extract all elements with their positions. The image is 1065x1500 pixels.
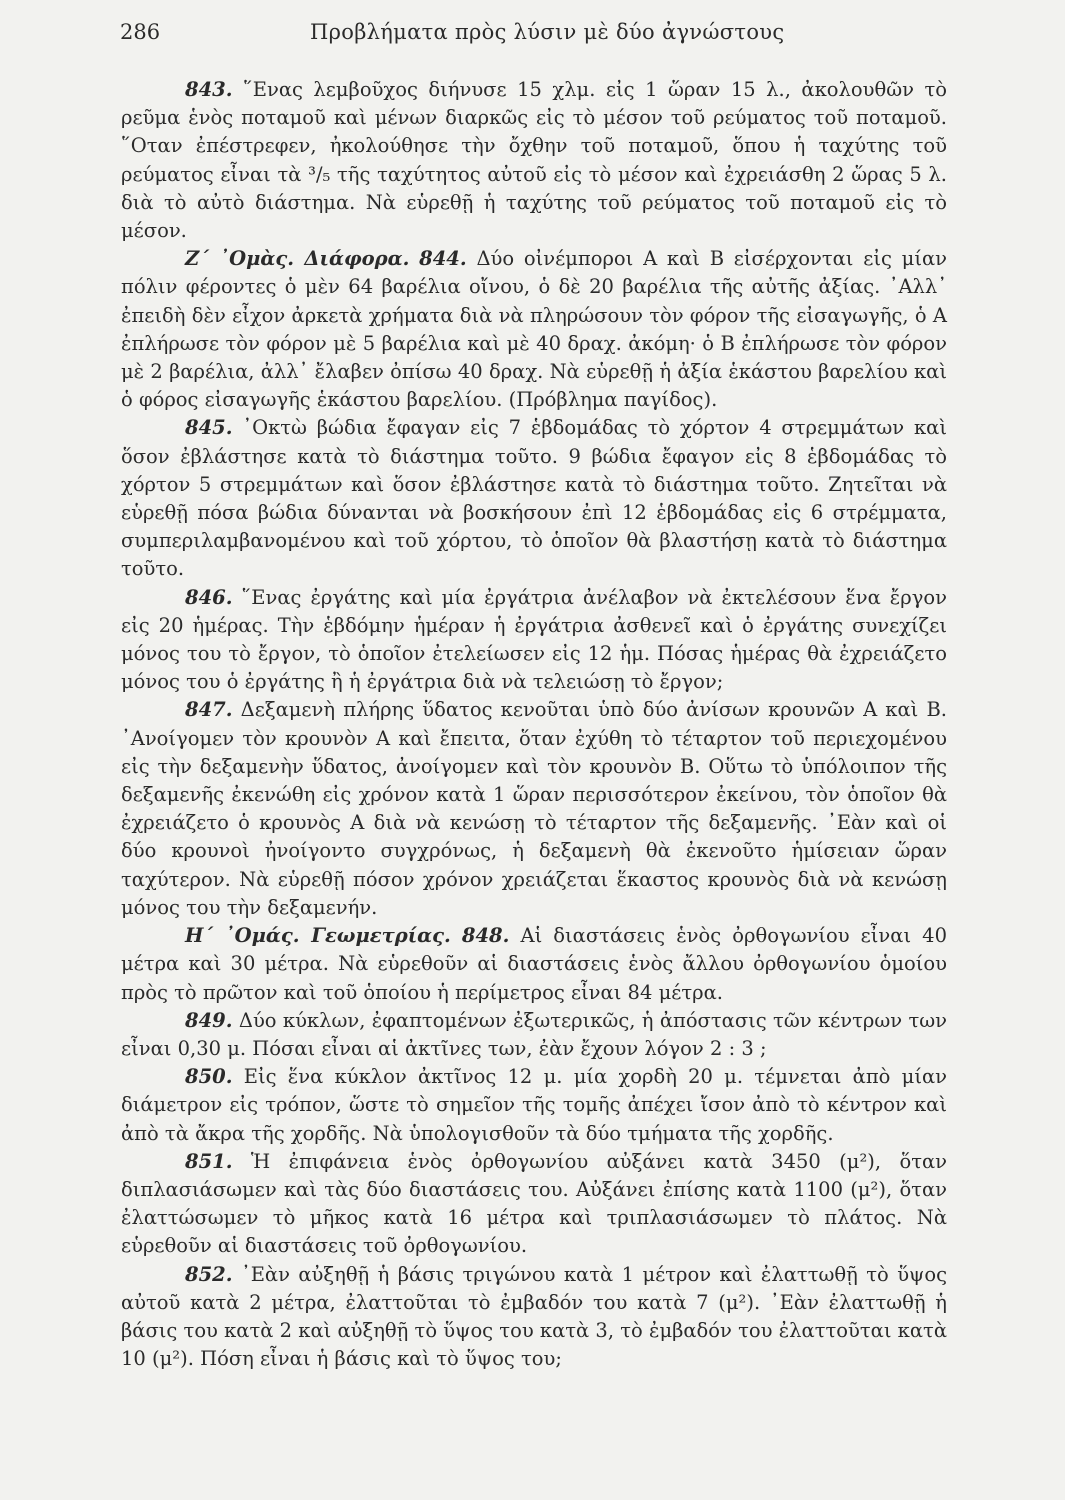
problem-number: 845.: [185, 416, 233, 440]
problem-number: 843.: [185, 78, 233, 101]
problem-number: 846.: [185, 585, 233, 609]
problem-text: Δύο κύκλων, ἐφαπτομένων ἐξωτερικῶς, ἡ ἀπόστασις τῶν κέντρων των εἶναι 0,30 μ. Πόσαι εἶναι αἱ ἀκτῖνες των, ἐὰν ἔχουν λόγον 2 : 3 ;: [121, 1008, 947, 1060]
problem-text: Δεξαμενὴ πλήρης ὕδατος κενοῦται ὑπὸ δύο ἀνίσων κρουνῶν Α καὶ Β. ᾿Ανοίγομεν τὸν κρουνὸν Α καὶ ἔπειτα, ὅταν ἐχύθη τὸ τέταρτον τοῦ περιεχομένου εἰς τὴν δεξαμενὴν ὕδατος, ἀνοίγομεν καὶ τὸν κρουνὸν Β. Οὕτω τὸ ὑπόλοιπον τῆς δεξαμενῆς ἐκενώθη εἰς χρόνον κατὰ 1 ὥραν περισσότερον ἐκείνου, τὸν ὁποῖον θὰ ἐχρειάζετο ὁ κρουνὸς Α διὰ νὰ κενώσῃ τὸ τέταρτον τῆς δεξαμενῆς. ᾿Εὰν καὶ οἱ δύο κρουνοὶ ἠνοίγοντο συγχρόνως, ἡ δεξαμενὴ θὰ ἐκενοῦτο ἡμίσειαν ὥραν ταχύτερον. Νὰ εὑρεθῇ πόσον χρόνον χρειάζεται ἕκαστος κρουνὸς διὰ νὰ κενώσῃ μόνος του τὴν δεξαμενήν.: [121, 698, 947, 919]
problem-845: [121, 414, 947, 583]
problem-text: Εἰς ἕνα κύκλον ἀκτῖνος 12 μ. μία χορδὴ 20 μ. τέμνεται ἀπὸ μίαν διάμετρον εἰς τρόπον, ὥστε τὸ σημεῖον τῆς τομῆς ἀπέχει ἴσον ἀπὸ τὸ κέντρον καὶ ἀπὸ τὰ ἄκρα τῆς χορδῆς. Νὰ ὑπολογισθοῦν τὰ δύο τμήματα τῆς χορδῆς.: [121, 1065, 947, 1145]
page-header: [120, 20, 950, 54]
section-heading: Ζ΄ ᾿Ομὰς. Διάφορα.: [185, 247, 410, 271]
problem-844: [121, 245, 947, 414]
problem-text: Δύο οἰνέμποροι Α καὶ Β εἰσέρχονται εἰς μίαν πόλιν φέροντες ὁ μὲν 64 βαρέλια οἴνου, ὁ δὲ 20 βαρέλια τῆς αὐτῆς ἀξίας. ᾿Αλλ᾿ ἐπειδὴ δὲν εἶχον ἀρκετὰ χρήματα διὰ νὰ πληρώσουν τὸν φόρον τῆς εἰσαγωγῆς, ὁ Α ἐπλήρωσε τὸν φόρον μὲ 5 βαρέλια καὶ μὲ 40 δραχ. ἀκόμη· ὁ Β ἐπλήρωσε τὸν φόρον μὲ 2 βαρέλια, ἀλλ᾿ ἔλαβεν ὀπίσω 40 δραχ. Νὰ εὑρεθῇ ἡ ἀξία ἑκάστου βαρελίου καὶ ὁ φόρος εἰσαγωγῆς ἑκάστου βαρελίου. (Πρόβλημα παγίδος).: [121, 247, 947, 412]
problem-850: [121, 1063, 947, 1148]
problem-852: [121, 1261, 947, 1374]
problem-text: Ἡ ἐπιφάνεια ἑνὸς ὀρθογωνίου αὐξάνει κατὰ 3450 (μ²), ὅταν διπλασιάσωμεν καὶ τὰς δύο διαστάσεις του. Αὐξάνει ἐπίσης κατὰ 1100 (μ²), ὅταν ἐλαττώσωμεν τὸ μῆκος κατὰ 16 μέτρα καὶ τριπλασιάσωμεν τὸ πλάτος. Νὰ εὑρεθοῦν αἱ διαστάσεις τοῦ ὀρθογωνίου.: [121, 1149, 947, 1258]
problem-848: [121, 922, 947, 1007]
problem-number: 849.: [185, 1008, 233, 1032]
problem-846: [121, 584, 947, 697]
problem-number: 852.: [185, 1262, 233, 1286]
problem-851: [121, 1148, 947, 1261]
problem-number: 844.: [419, 247, 467, 271]
problem-number: 850.: [185, 1065, 233, 1089]
running-title: Προβλήματα πρὸς λύσιν μὲ δύο ἀγνώστους: [310, 20, 785, 44]
problem-number: 851.: [185, 1149, 233, 1173]
problem-843: [121, 76, 947, 245]
problem-847: [121, 696, 947, 922]
problem-number: 847.: [185, 698, 233, 722]
problem-text: ῞Ενας λεμβοῦχος διήνυσε 15 χλμ. εἰς 1 ὥραν 15 λ., ἀκολουθῶν τὸ ρεῦμα ἑνὸς ποταμοῦ καὶ μένων διαρκῶς εἰς τὸ μέσον τοῦ ρεύματος τοῦ ποταμοῦ. ῞Οταν ἐπέστρεφεν, ἠκολούθησε τὴν ὄχθην τοῦ ποταμοῦ, ὅπου ἡ ταχύτης τοῦ ρεύματος εἶναι τὰ ³/₅ τῆς ταχύτητος αὐτοῦ εἰς τὸ μέσον καὶ ἐχρειάσθη 2 ὥρας 5 λ. διὰ τὸ αὐτὸ διάστημα. Νὰ εὑρεθῇ ἡ ταχύτης τοῦ ρεύματος τοῦ ποταμοῦ εἰς τὸ μέσον.: [121, 78, 947, 243]
problem-text: Αἱ διαστάσεις ἑνὸς ὀρθογωνίου εἶναι 40 μέτρα καὶ 30 μέτρα. Νὰ εὑρεθοῦν αἱ διαστάσεις ἑνὸς ἄλλου ὀρθογωνίου ὁμοίου πρὸς τὸ πρῶτον καὶ τοῦ ὁποίου ἡ περίμετρος εἶναι 84 μέτρα.: [121, 924, 947, 1004]
problem-849: [121, 1007, 947, 1063]
problem-text: ᾿Εὰν αὐξηθῇ ἡ βάσις τριγώνου κατὰ 1 μέτρον καὶ ἐλαττωθῇ τὸ ὕψος αὐτοῦ κατὰ 2 μέτρα, ἐλαττοῦται τὸ ἐμβαδόν του κατὰ 7 (μ²). ᾿Εὰν ἐλαττωθῇ ἡ βάσις του κατὰ 2 καὶ αὐξηθῇ τὸ ὕψος του κατὰ 3, τὸ ἐμβαδόν του ἐλαττοῦται κατὰ 10 (μ²). Πόση εἶναι ἡ βάσις καὶ τὸ ὕψος του;: [121, 1262, 948, 1371]
page-number: 286: [120, 20, 161, 44]
problem-text: ῞Ενας ἐργάτης καὶ μία ἐργάτρια ἀνέλαβον νὰ ἐκτελέσουν ἕνα ἔργον εἰς 20 ἡμέρας. Τὴν ἑβδόμην ἡμέραν ἡ ἐργάτρια ἀσθενεῖ καὶ ὁ ἐργάτης συνεχίζει μόνος του τὸ ἔργον, τὸ ὁποῖον ἐτελείωσεν εἰς 12 ἡμ. Πόσας ἡμέρας θὰ ἐχρειάζετο μόνος του ὁ ἐργάτης ἢ ἡ ἐργάτρια διὰ νὰ τελειώσῃ τὸ ἔργον;: [121, 585, 947, 694]
problem-number: 848.: [461, 924, 510, 948]
body-text: [121, 76, 947, 1373]
problem-text: ᾿Οκτὼ βώδια ἔφαγαν εἰς 7 ἑβδομάδας τὸ χόρτον 4 στρεμμάτων καὶ ὅσον ἐβλάστησε κατὰ τὸ διάστημα τοῦτο. 9 βώδια ἔφαγον εἰς 8 ἑβδομάδας τὸ χόρτον 5 στρεμμάτων καὶ ὅσον ἐβλάστησε κατὰ τὸ διάστημα τοῦτο. Ζητεῖται νὰ εὑρεθῇ πόσα βώδια δύνανται νὰ βοσκήσουν ἐπὶ 12 ἑβδομάδας εἰς 6 στρέμματα, συμπεριλαμβανομένου καὶ τοῦ χόρτου, τὸ ὁποῖον θὰ βλαστήσῃ κατὰ τὸ διάστημα τοῦτο.: [121, 416, 947, 581]
section-heading: Η΄ ᾿Ομάς. Γεωμετρίας.: [185, 924, 451, 948]
